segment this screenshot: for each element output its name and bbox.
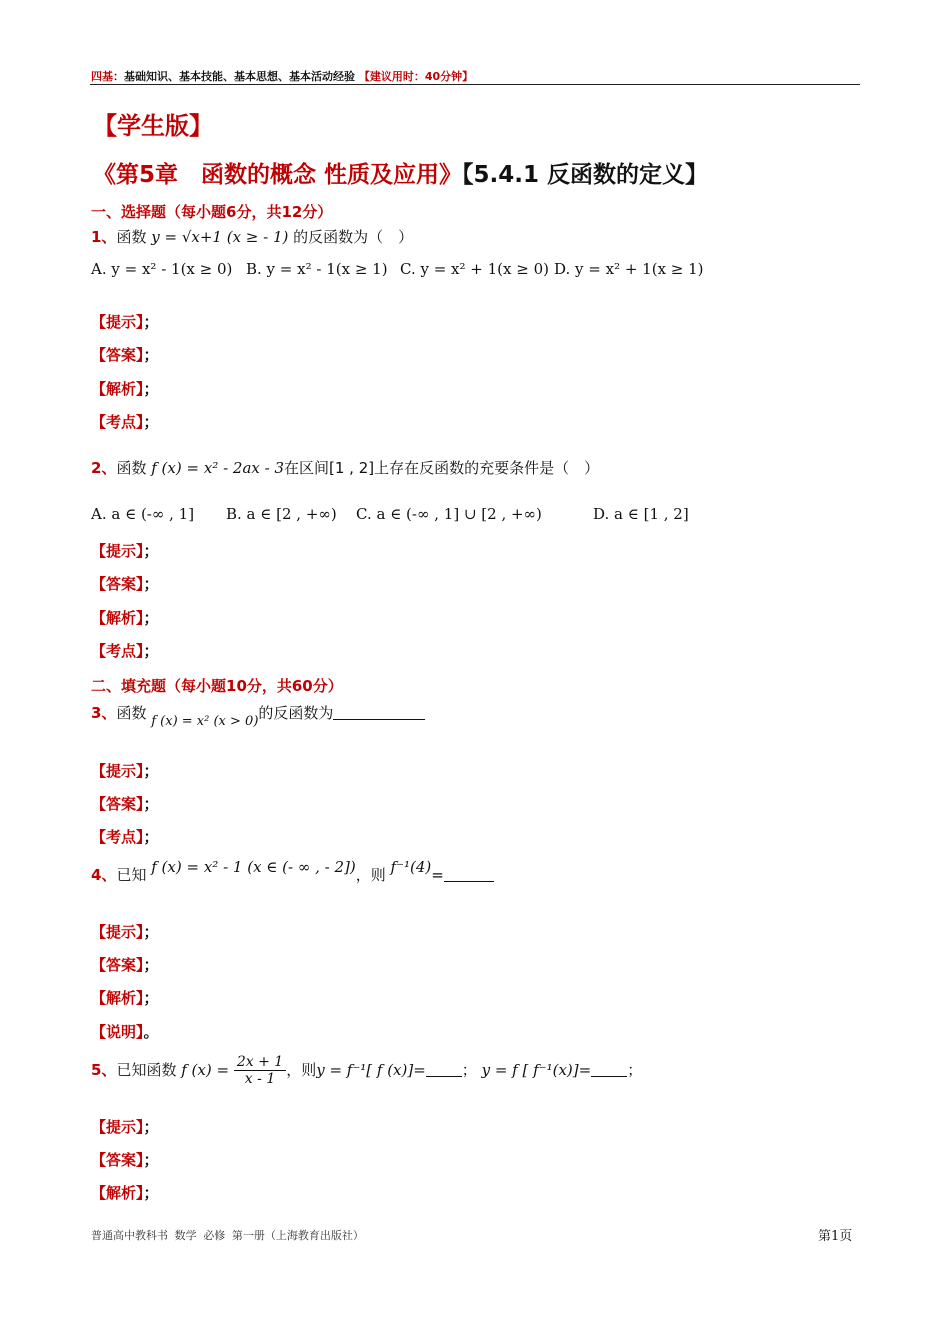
question-formula-inverse: f⁻¹(4) — [390, 858, 432, 876]
header-label: 四基 — [91, 70, 113, 83]
fraction-numerator: 2x + 1 — [234, 1054, 286, 1071]
question-2 — [91, 457, 599, 478]
analysis-label: 【解析】； — [91, 989, 159, 1007]
hint-label: 【提示】； — [91, 542, 159, 560]
answer-label: 【答案】； — [91, 575, 159, 593]
question-mid: ，则 — [355, 866, 386, 884]
option-c: C. a ∈ (-∞ , 1] ∪ [2 , +∞) — [356, 505, 542, 523]
analysis-label: 【解析】； — [91, 1184, 159, 1202]
footer-text: 普通高中教科书 数学 必修 第一册（上海教育出版社） — [91, 1229, 364, 1242]
answer-label: 【答案】； — [91, 795, 159, 813]
question-number: 4、 — [91, 866, 117, 884]
question-4 — [91, 858, 494, 885]
page-number: 第1页 — [818, 1229, 853, 1244]
question-formula-lhs: f (x) = — [181, 1061, 230, 1079]
option-d: D. y = x² + 1(x ≥ 1) — [554, 260, 704, 278]
question-prefix: 函数 — [116, 704, 147, 722]
question-number: 5、 — [91, 1061, 117, 1079]
chapter-title — [93, 156, 708, 189]
lesson-name: 【5.4.1 反函数的定义】 — [462, 162, 709, 188]
hint-label: 【提示】； — [91, 1118, 159, 1136]
analysis-label: 【解析】； — [91, 380, 159, 398]
header-rule — [90, 84, 860, 85]
answer-label: 【答案】； — [91, 346, 159, 364]
section-choice: 一、选择题（每小题6分，共12分） — [91, 203, 333, 221]
question-5 — [91, 1054, 642, 1087]
note-label: 【说明】。 — [91, 1023, 159, 1041]
question-mid: ，则 — [286, 1061, 317, 1079]
option-b: B. a ∈ [2 , +∞) — [226, 505, 337, 523]
header-time: 【建议用时：40分钟】 — [358, 70, 474, 83]
answer-label: 【答案】； — [91, 1151, 159, 1169]
point-label: 【考点】； — [91, 413, 159, 431]
question-prefix: 函数 — [116, 228, 147, 246]
question-formula: f (x) = x² - 2ax - 3 — [151, 459, 284, 477]
question-suffix: 的反函数为（ ） — [293, 228, 414, 246]
page-header — [91, 68, 473, 84]
question-separator: ； — [461, 1061, 477, 1079]
question-suffix: 的反函数为 — [258, 704, 334, 722]
point-label: 【考点】； — [91, 642, 159, 660]
question-number: 2、 — [91, 459, 117, 477]
question-prefix: 函数 — [116, 459, 147, 477]
question-formula: f (x) = x² - 1 (x ∈ (- ∞ , - 2]) — [151, 858, 356, 876]
question-prefix: 已知 — [116, 866, 147, 884]
answer-blank-1 — [426, 1062, 462, 1077]
hint-label: 【提示】； — [91, 762, 159, 780]
question-prefix: 已知函数 — [116, 1061, 177, 1079]
header-text: ：基础知识、基本技能、基本思想、基本活动经验 — [113, 70, 355, 83]
question-formula: f (x) = x² (x > 0) — [151, 714, 259, 729]
question-formula-2: y = f⁻¹[ f (x)]= — [316, 1061, 426, 1079]
hint-label: 【提示】； — [91, 313, 159, 331]
option-b: B. y = x² - 1(x ≥ 1) — [246, 260, 388, 278]
question-number: 1、 — [91, 228, 117, 246]
fraction-denominator: x - 1 — [244, 1071, 276, 1087]
question-end: ； — [627, 1061, 643, 1079]
question-formula-3: y = f [ f⁻¹(x)]= — [481, 1061, 592, 1079]
question-number: 3、 — [91, 704, 117, 722]
question-3 — [91, 702, 425, 729]
option-c: C. y = x² + 1(x ≥ 0) — [400, 260, 549, 278]
answer-label: 【答案】； — [91, 956, 159, 974]
chapter-name: 《第5章 函数的概念 性质及应用》 — [93, 162, 463, 188]
answer-blank — [444, 867, 494, 882]
option-d: D. a ∈ [1 , 2] — [593, 505, 689, 523]
section-fill: 二、填充题（每小题10分，共60分） — [91, 677, 343, 695]
point-label: 【考点】； — [91, 828, 159, 846]
edition-title: 【学生版】 — [93, 112, 213, 140]
option-a: A. y = x² - 1(x ≥ 0) — [91, 260, 233, 278]
question-equals: = — [431, 866, 444, 884]
question-1 — [91, 226, 413, 247]
answer-blank-2 — [591, 1062, 627, 1077]
answer-blank — [333, 705, 425, 720]
option-a: A. a ∈ (-∞ , 1] — [91, 505, 195, 523]
question-fraction — [234, 1054, 286, 1087]
analysis-label: 【解析】； — [91, 609, 159, 627]
question-formula: y = √x+1 (x ≥ - 1) — [151, 228, 289, 246]
question-suffix: 在区间[1 , 2]上存在反函数的充要条件是（ ） — [284, 459, 600, 477]
hint-label: 【提示】； — [91, 923, 159, 941]
